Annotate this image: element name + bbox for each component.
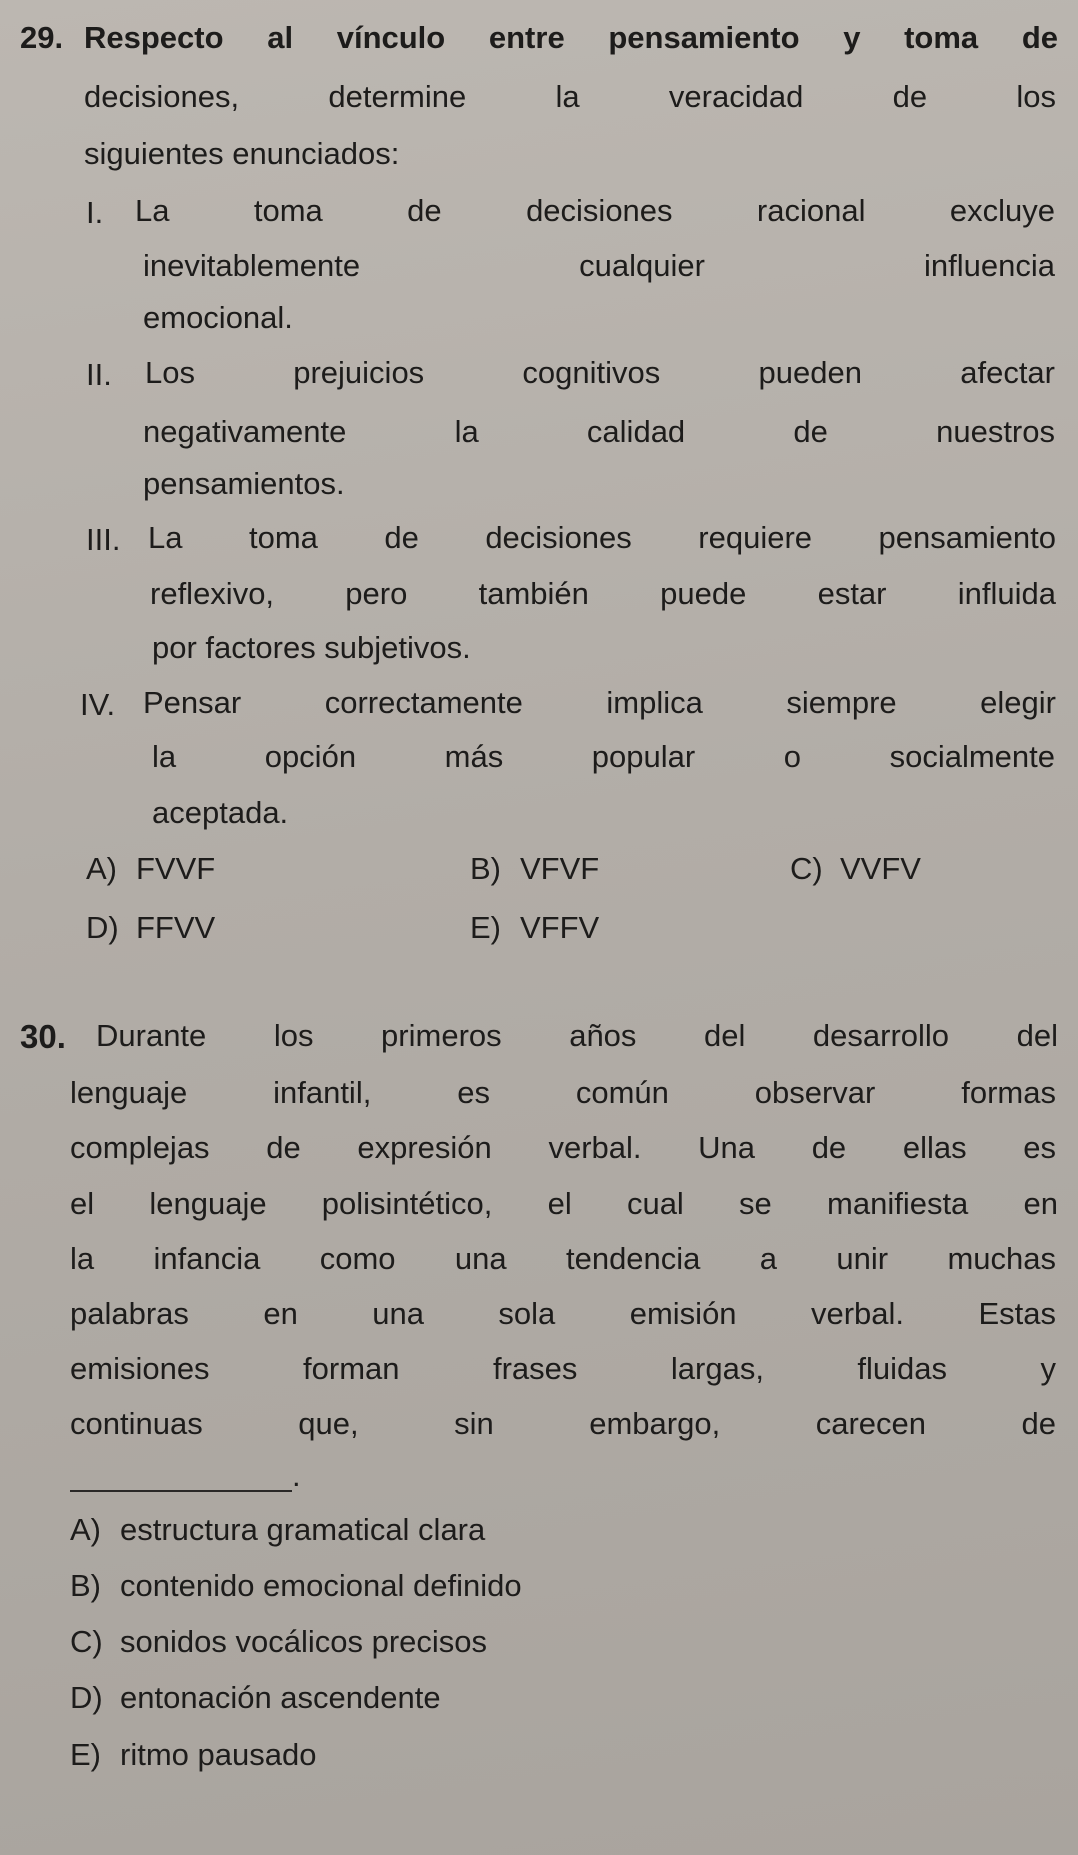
statement-line: pensamientos.	[143, 466, 345, 501]
answer-option-e[interactable]	[470, 912, 599, 943]
statement-line: La toma de decisiones racional excluye	[135, 193, 1055, 228]
statement-line: por factores subjetivos.	[152, 630, 471, 665]
answer-option-e[interactable]	[70, 1739, 316, 1770]
question-stem-line: la infancia como una tendencia a unir muchas	[70, 1241, 1056, 1276]
answer-option-c[interactable]	[790, 853, 921, 884]
option-text: entonación ascendente	[120, 1680, 441, 1715]
answer-option-c[interactable]	[70, 1626, 487, 1657]
question-number: 30.	[20, 1018, 66, 1055]
answer-option-a[interactable]	[86, 853, 215, 884]
option-letter: D)	[86, 910, 119, 945]
option-text: ritmo pausado	[120, 1737, 317, 1772]
question-stem-line: Durante los primeros años del desarrollo del	[96, 1018, 1058, 1053]
statement-numeral: II.	[86, 357, 112, 392]
answer-option-b[interactable]	[470, 853, 599, 884]
statement-line: Los prejuicios cognitivos pueden afectar	[145, 355, 1055, 390]
option-letter: E)	[70, 1737, 101, 1772]
question-stem-line: Respecto al vínculo entre pensamiento y toma de	[84, 20, 1058, 55]
option-letter: C)	[790, 851, 823, 886]
statement-line: negativamente la calidad de nuestros	[143, 414, 1055, 449]
statement-numeral: I.	[86, 195, 104, 230]
option-letter: E)	[470, 910, 501, 945]
option-letter: B)	[70, 1568, 101, 1603]
answer-option-d[interactable]	[70, 1682, 441, 1713]
option-text: contenido emocional definido	[120, 1568, 522, 1603]
question-stem-line: lenguaje infantil, es común observar formas	[70, 1075, 1056, 1110]
statement-line: aceptada.	[152, 795, 289, 830]
question-stem-line: palabras en una sola emisión verbal. Estas	[70, 1296, 1056, 1331]
statement-line: reflexivo, pero también puede estar influida	[150, 576, 1056, 611]
statement-line: la opción más popular o socialmente	[152, 739, 1055, 774]
option-text: VFVF	[520, 851, 600, 886]
question-stem-line: decisiones, determine la veracidad de los	[84, 79, 1056, 114]
option-text: sonidos vocálicos precisos	[120, 1624, 488, 1659]
answer-option-d[interactable]	[86, 912, 215, 943]
statement-numeral: IV.	[80, 687, 116, 722]
statement-line: emocional.	[143, 300, 293, 335]
statement-line: Pensar correctamente implica siempre elegir	[143, 685, 1056, 720]
question-number: 29.	[20, 20, 64, 55]
option-letter: A)	[86, 851, 117, 886]
option-text: FVVF	[136, 851, 216, 886]
question-stem-line: complejas de expresión verbal. Una de ellas es	[70, 1130, 1056, 1165]
blank-period: .	[292, 1458, 301, 1493]
answer-option-b[interactable]	[70, 1570, 522, 1601]
option-text: VVFV	[840, 851, 921, 886]
question-stem-line: siguientes enunciados:	[84, 136, 400, 171]
option-text: estructura gramatical clara	[120, 1512, 486, 1547]
option-text: VFFV	[520, 910, 600, 945]
option-letter: B)	[470, 851, 501, 886]
option-text: FFVV	[136, 910, 216, 945]
question-stem-line: el lenguaje polisintético, el cual se manifiesta en	[70, 1186, 1058, 1221]
answer-option-a[interactable]	[70, 1514, 485, 1545]
question-stem-line: emisiones forman frases largas, fluidas y	[70, 1351, 1056, 1386]
option-letter: D)	[70, 1680, 103, 1715]
statement-line: inevitablemente cualquier influencia	[143, 248, 1055, 283]
option-letter: C)	[70, 1624, 103, 1659]
statement-numeral: III.	[86, 522, 121, 557]
answer-blank	[70, 1490, 292, 1492]
statement-line: La toma de decisiones requiere pensamiento	[148, 520, 1056, 555]
question-stem-line: continuas que, sin embargo, carecen de	[70, 1406, 1056, 1441]
option-letter: A)	[70, 1512, 101, 1547]
